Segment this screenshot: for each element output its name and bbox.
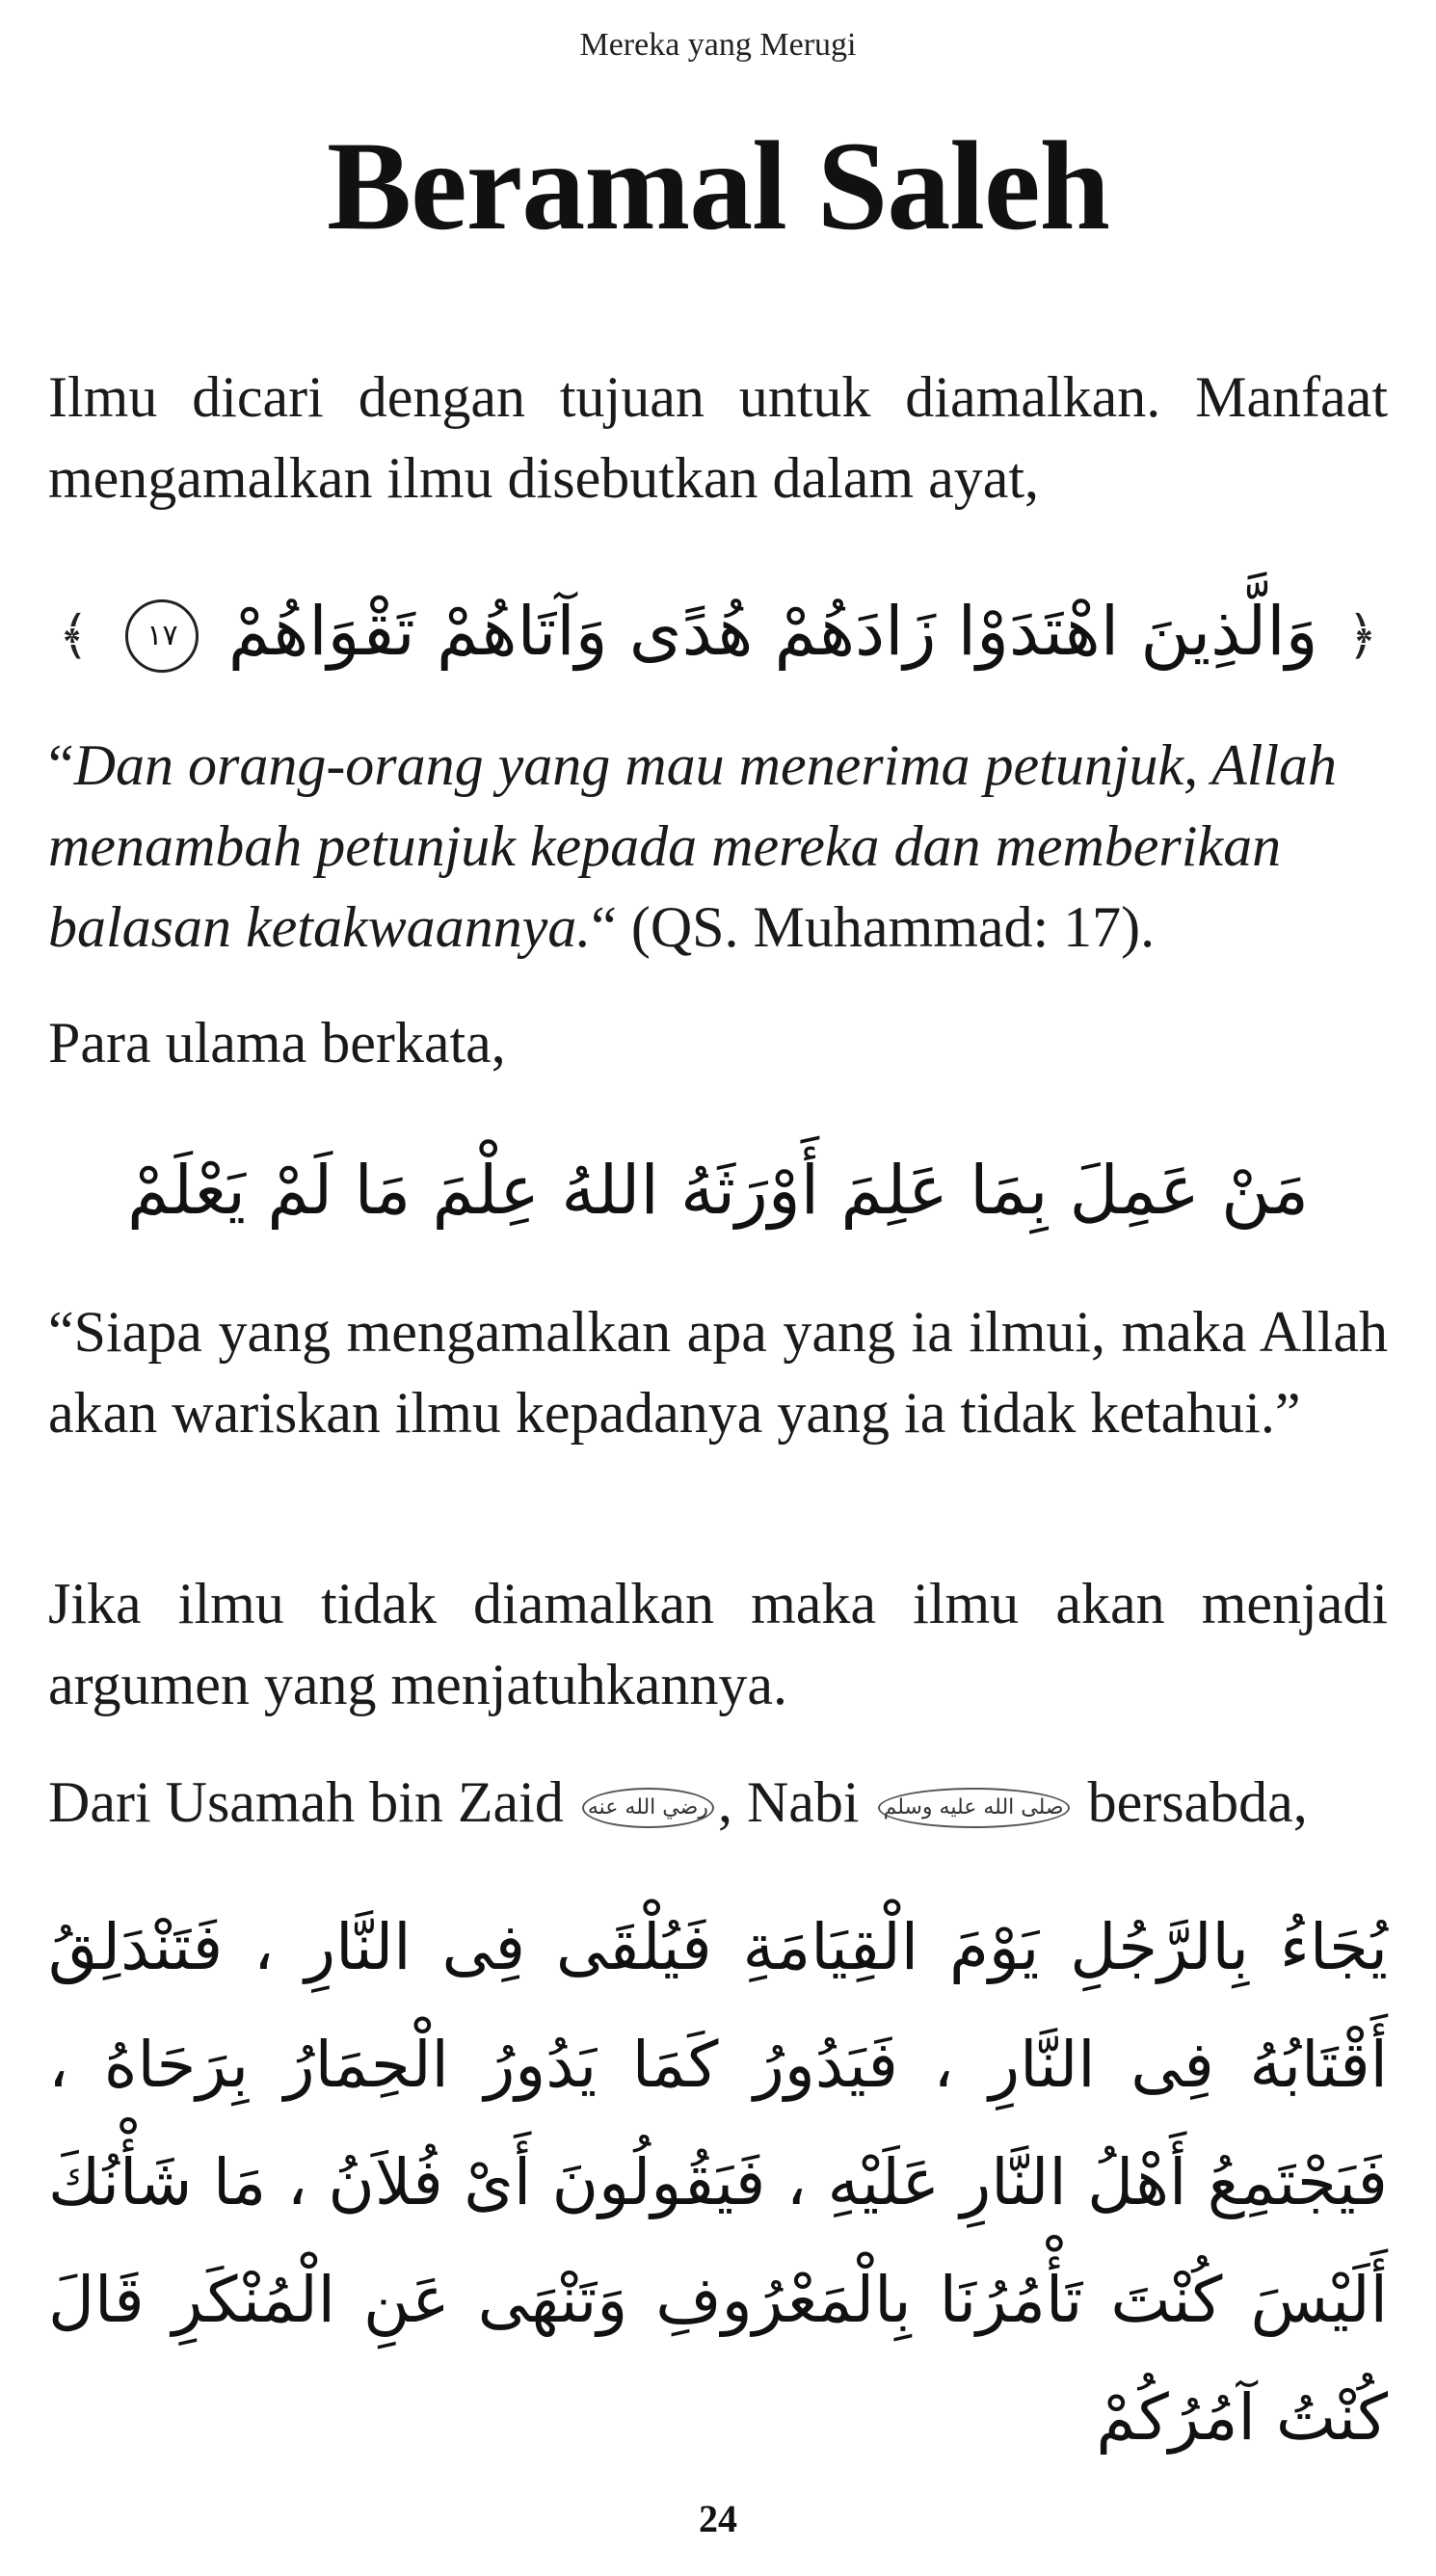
narration-paragraph <box>48 1762 1388 1843</box>
translation-open-quote: “ <box>48 733 74 797</box>
saying-translation: “Siapa yang mengamalkan apa yang ia ilmui, maka Allah akan wariskan ilmu kepadanya yang ia tidak ketahui.” <box>48 1300 1388 1445</box>
ulama-paragraph: Para ulama berkata, <box>48 1011 506 1075</box>
verse-reference: (QS. Muhammad: 17). <box>616 895 1156 959</box>
verse-ornament-close-icon: ﴾ <box>58 604 90 666</box>
page-title: Beramal Saleh <box>327 115 1109 256</box>
translation-italic-text: Dan orang-orang yang mau menerima petunjuk, Allah menambah petunjuk kepada mereka dan memberikan balasan ketakwaannya. <box>48 733 1338 959</box>
argument-paragraph: Jika ilmu tidak diamalkan maka ilmu akan menjadi argumen yang menjatuhkannya. <box>48 1572 1388 1716</box>
narration-before: Dari Usamah bin Zaid <box>48 1770 578 1834</box>
companion-honorific-icon: رضي الله عنه <box>582 1788 714 1828</box>
narration-after: bersabda, <box>1073 1770 1308 1834</box>
ulama-saying-arabic: مَنْ عَمِلَ بِمَا عَلِمَ أَوْرَثَهُ اللهُ عِلْمَ مَا لَمْ يَعْلَمْ <box>127 1151 1309 1230</box>
narration-middle: , Nabi <box>717 1770 874 1834</box>
page-number: 24 <box>699 2497 737 2540</box>
verse-arabic-text: وَالَّذِينَ اهْتَدَوْا زَادَهُمْ هُدًى وَآتَاهُمْ تَقْوَاهُمْ <box>227 592 1318 671</box>
verse-ornament-open-icon: ﴿ <box>1346 604 1378 666</box>
prophet-honorific-icon: صلى الله عليه وسلم <box>878 1788 1070 1828</box>
translation-close-quote: “ <box>591 895 617 959</box>
hadith-arabic: يُجَاءُ بِالرَّجُلِ يَوْمَ الْقِيَامَةِ فَيُلْقَى فِى النَّارِ ، فَتَنْدَلِقُ أَقْتَابُهُ فِى النَّارِ ، فَيَدُورُ كَمَا يَدُورُ الْحِمَارُ بِرَحَاهُ ، فَيَجْتَمِعُ أَهْلُ النَّارِ عَلَيْهِ ، فَيَقُولُونَ أَىْ فُلاَنُ ، مَا شَأْنُكَ أَلَيْسَ كُنْتَ تَأْمُرُنَا بِالْمَعْرُوفِ وَتَنْهَى عَنِ الْمُنْكَرِ قَالَ كُنْتُ آمُرُكُمْ <box>48 1910 1388 2455</box>
quran-verse <box>48 569 1388 699</box>
intro-paragraph: Ilmu dicari dengan tujuan untuk diamalkan. Manfaat mengamalkan ilmu disebutkan dalam ayat, <box>48 365 1388 510</box>
running-header: Mereka yang Merugi <box>579 27 857 63</box>
verse-translation <box>48 725 1388 968</box>
verse-number-badge: ١٧ <box>125 599 199 673</box>
